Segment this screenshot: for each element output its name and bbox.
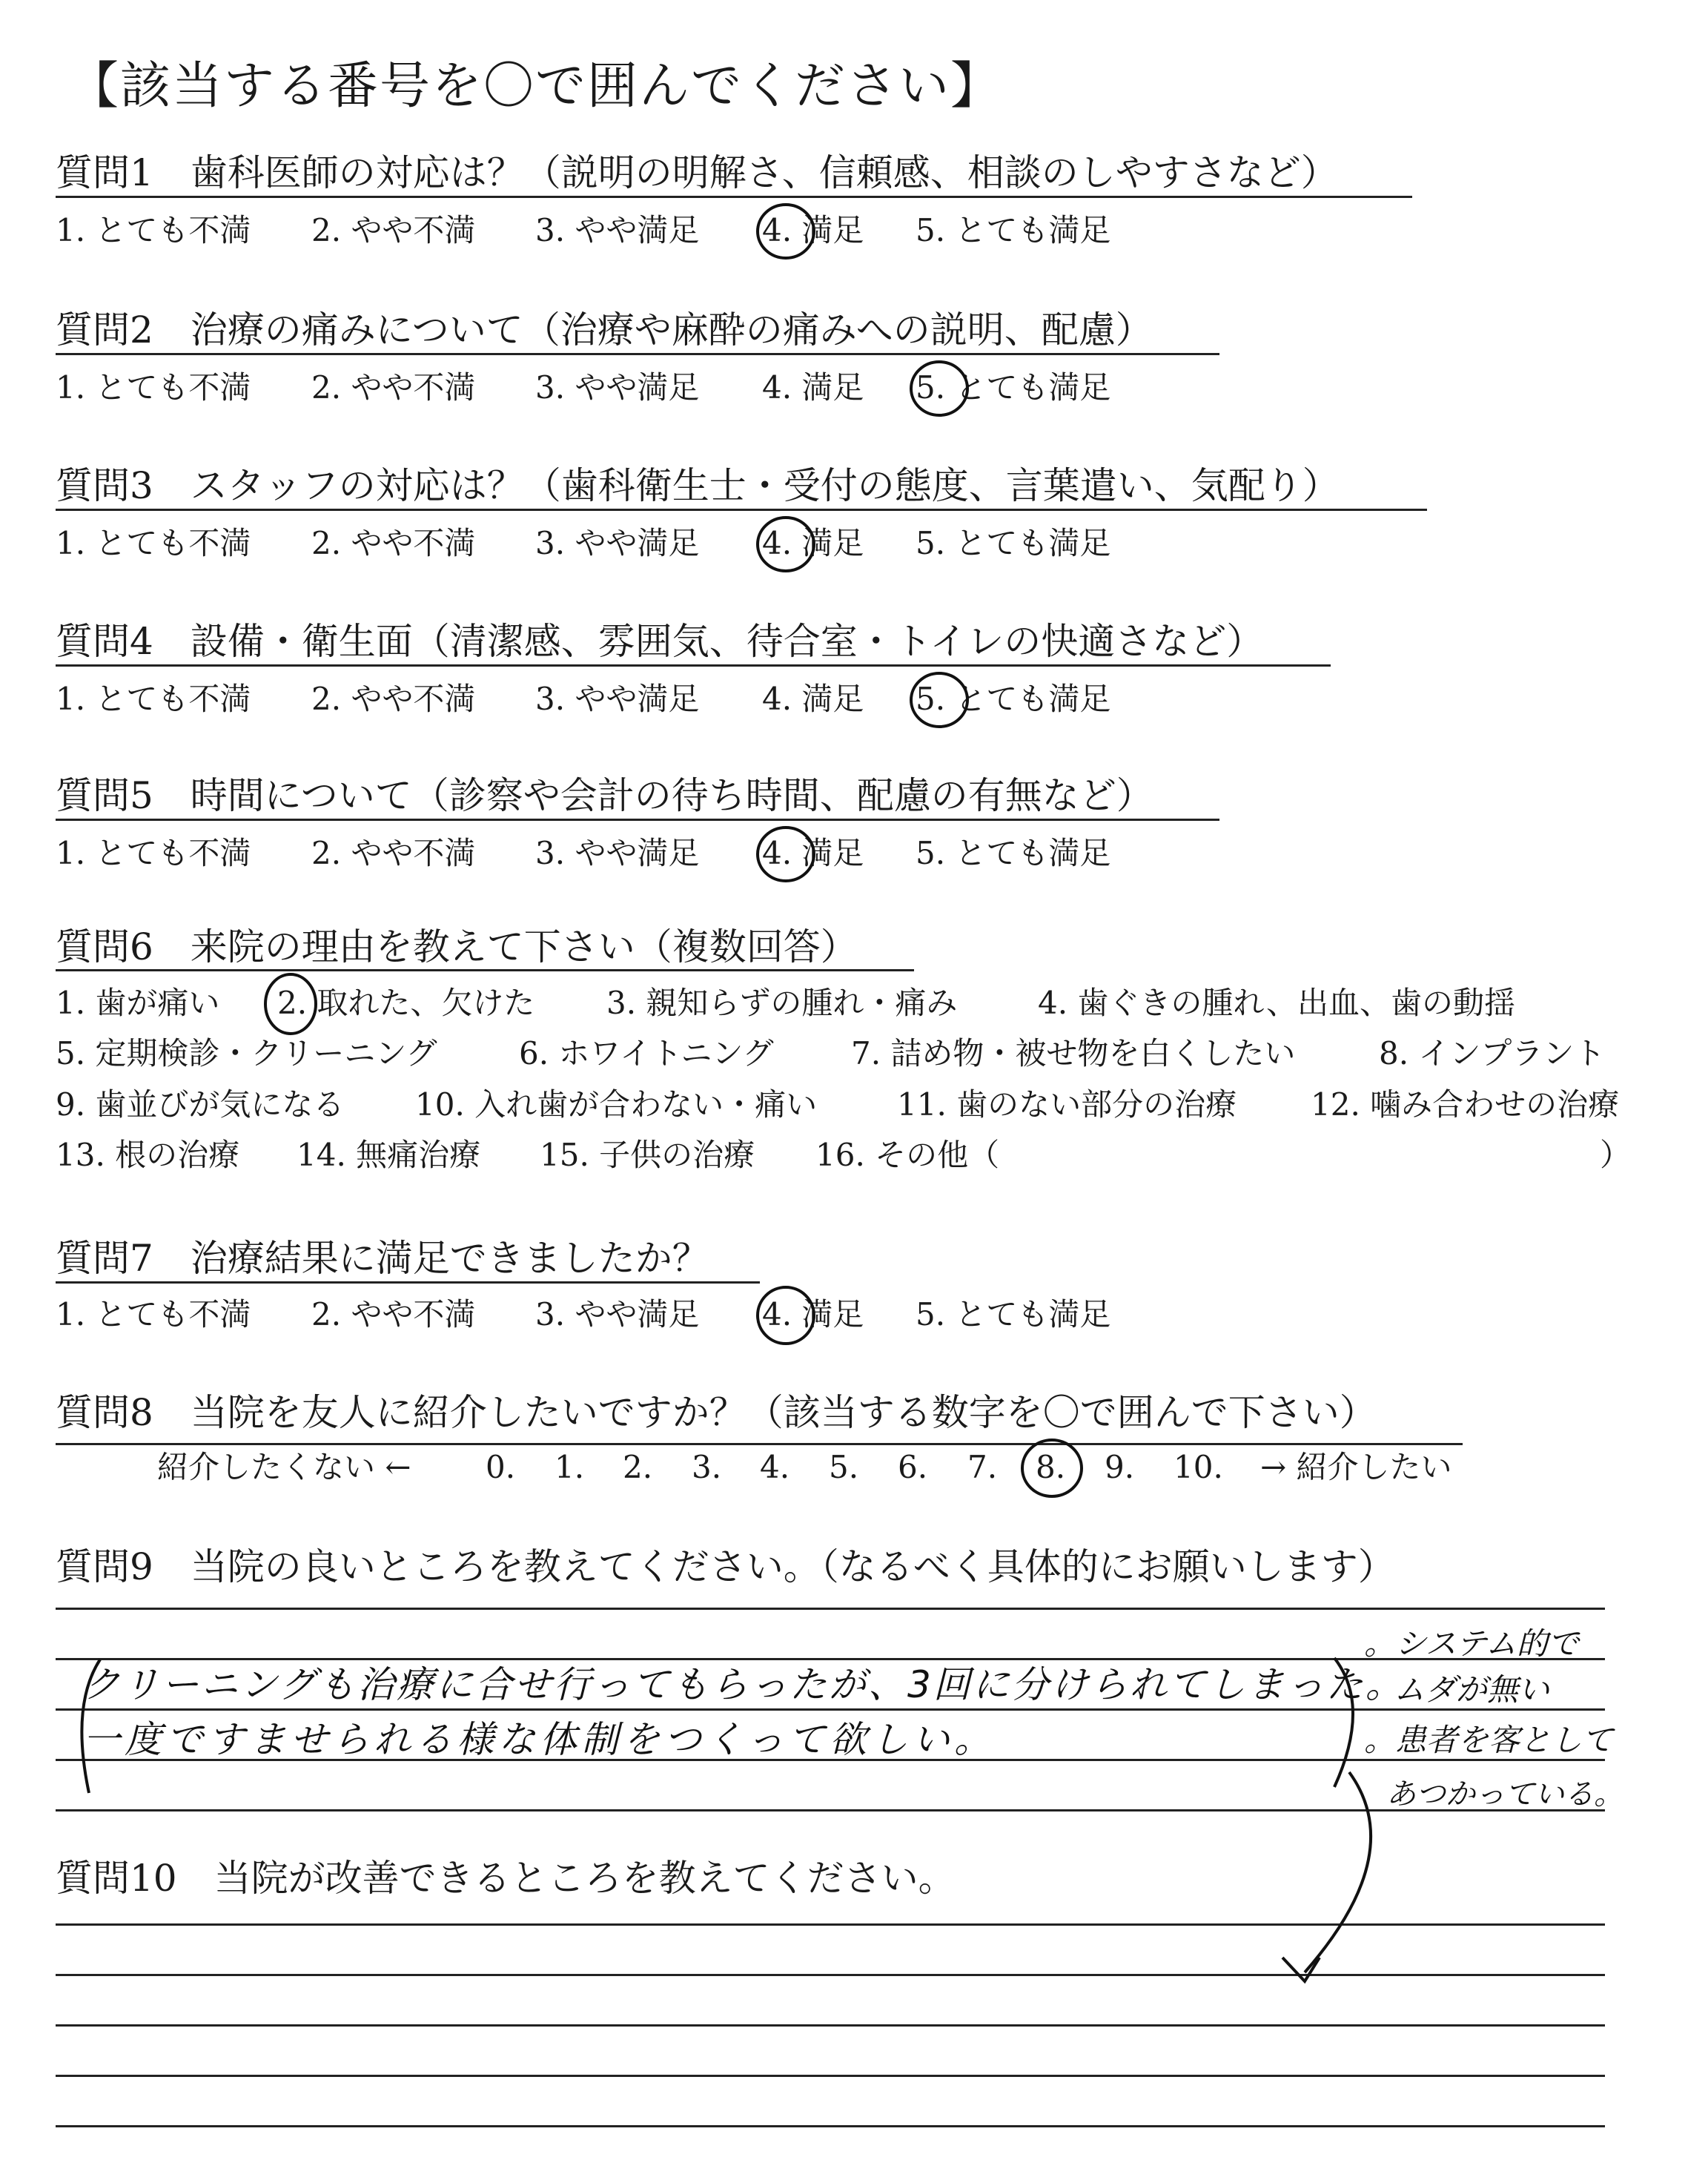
q7-option-4[interactable]: 4. 満足 (762, 1296, 864, 1332)
question-5-label: 質問5 時間について（診察や会計の待ち時間、配慮の有無など） (56, 774, 1153, 817)
q8-option-3[interactable]: 3. (692, 1449, 722, 1485)
q8-option-5[interactable]: 5. (829, 1449, 859, 1485)
q9-handwritten-side-note-1: 。システム的で (1364, 1625, 1579, 1662)
q5-option-2[interactable]: 2. やや不満 (311, 835, 476, 871)
answer-line (56, 2125, 1605, 2127)
question-1-label: 質問1 歯科医師の対応は？（説明の明解さ、信頼感、相談のしやすさなど） (56, 151, 1338, 194)
q8-option-8[interactable]: 8. (1036, 1449, 1066, 1485)
q6-option[interactable]: 12. 噛み合わせの治療 (1311, 1086, 1620, 1123)
q9-handwritten-side-note-2: ムダが無い (1394, 1671, 1550, 1708)
q1-option-1[interactable]: 1. とても不満 (56, 212, 251, 248)
q3-option-5[interactable]: 5. とても満足 (916, 525, 1111, 561)
question-2-label: 質問2 治療の痛みについて（治療や麻酔の痛みへの説明、配慮） (56, 308, 1153, 351)
q8-option-1[interactable]: 1. (555, 1449, 585, 1485)
q8-option-9[interactable]: 9. (1105, 1449, 1135, 1485)
question-8-underline (56, 1443, 1463, 1445)
q6-option[interactable]: 1. 歯が痛い (56, 985, 220, 1021)
q6-option[interactable]: 8. インプラント (1379, 1035, 1606, 1071)
q2-option-4[interactable]: 4. 満足 (762, 369, 864, 406)
question-3-underline (56, 509, 1427, 511)
q6-option[interactable]: 9. 歯並びが気になる (56, 1086, 345, 1123)
q8-option-4[interactable]: 4. (760, 1449, 790, 1485)
q1-option-4[interactable]: 4. 満足 (762, 212, 864, 248)
q6-option[interactable]: 6. ホワイトニング (519, 1035, 774, 1071)
q4-option-4[interactable]: 4. 満足 (762, 681, 864, 717)
answer-line (56, 2024, 1605, 2027)
answer-line (56, 1923, 1605, 1926)
arrow-head-icon (1282, 1958, 1320, 1981)
q4-option-2[interactable]: 2. やや不満 (311, 681, 476, 717)
q6-option[interactable]: 11. 歯のない部分の治療 (897, 1086, 1237, 1123)
q5-option-4[interactable]: 4. 満足 (762, 835, 864, 871)
answer-line (56, 1608, 1605, 1610)
q6-option[interactable]: 4. 歯ぐきの腫れ、出血、歯の動揺 (1038, 985, 1515, 1021)
q9-handwritten-answer-line2: 一度ですませられる様な体制をつくって欲しい。 (83, 1718, 996, 1761)
q8-option-2[interactable]: 2. (623, 1449, 653, 1485)
q9-handwritten-side-note-3: 。患者を客として (1364, 1722, 1614, 1758)
q8-right-label: → 紹介したい (1260, 1449, 1452, 1485)
question-1-underline (56, 196, 1412, 198)
q5-option-5[interactable]: 5. とても満足 (916, 835, 1111, 871)
question-6-underline (56, 969, 914, 971)
q6-option[interactable]: 5. 定期検診・クリーニング (56, 1035, 437, 1071)
q1-option-2[interactable]: 2. やや不満 (311, 212, 476, 248)
q9-handwritten-answer-line1: クリーニングも治療に合せ行ってもらったが、3回に分けられてしまった。 (83, 1663, 1405, 1706)
q4-option-1[interactable]: 1. とても不満 (56, 681, 251, 717)
answer-line (56, 1809, 1605, 1811)
q3-option-2[interactable]: 2. やや不満 (311, 525, 476, 561)
q8-left-label: 紹介したくない ← (157, 1449, 411, 1485)
q4-option-3[interactable]: 3. やや満足 (535, 681, 700, 717)
question-2-underline (56, 353, 1219, 355)
question-7-underline (56, 1281, 760, 1284)
question-4-label: 質問4 設備・衛生面（清潔感、雰囲気、待合室・トイレの快適さなど） (56, 620, 1264, 663)
q6-option[interactable]: 15. 子供の治療 (540, 1137, 755, 1173)
question-9-label: 質問9 当院の良いところを教えてください。（なるべく具体的にお願いします） (56, 1545, 1395, 1588)
arrow-stroke-icon (1305, 1772, 1371, 1972)
q6-option[interactable]: 10. 入れ歯が合わない・痛い (415, 1086, 818, 1123)
answer-line (56, 2075, 1605, 2077)
q7-option-5[interactable]: 5. とても満足 (916, 1296, 1111, 1332)
q8-option-7[interactable]: 7. (967, 1449, 998, 1485)
q2-option-1[interactable]: 1. とても不満 (56, 369, 251, 406)
q5-option-1[interactable]: 1. とても不満 (56, 835, 251, 871)
q6-option[interactable]: 7. 詰め物・被せ物を白くしたい (851, 1035, 1296, 1071)
q4-option-5[interactable]: 5. とても満足 (916, 681, 1111, 717)
question-6-label: 質問6 来院の理由を教えて下さい（複数回答） (56, 925, 858, 968)
q1-option-5[interactable]: 5. とても満足 (916, 212, 1111, 248)
q8-option-0[interactable]: 0. (486, 1449, 516, 1485)
page-title: 【該当する番号を〇で囲んでください】 (68, 57, 1003, 116)
q3-option-3[interactable]: 3. やや満足 (535, 525, 700, 561)
answer-line (56, 1974, 1605, 1976)
q2-option-2[interactable]: 2. やや不満 (311, 369, 476, 406)
q5-option-3[interactable]: 3. やや満足 (535, 835, 700, 871)
question-7-label: 質問7 治療結果に満足できましたか？ (56, 1237, 709, 1280)
q7-option-1[interactable]: 1. とても不満 (56, 1296, 251, 1332)
q6-option-other[interactable]: 16. その他（ (815, 1137, 1000, 1173)
q2-option-3[interactable]: 3. やや満足 (535, 369, 700, 406)
question-5-underline (56, 819, 1219, 821)
q6-option[interactable]: 14. 無痛治療 (297, 1137, 481, 1173)
question-10-label: 質問10 当院が改善できるところを教えてください。 (56, 1857, 956, 1900)
q6-option[interactable]: 2. 取れた、欠けた (277, 985, 535, 1021)
q7-option-2[interactable]: 2. やや不満 (311, 1296, 476, 1332)
question-8-label: 質問8 当院を友人に紹介したいですか？（該当する数字を〇で囲んで下さい） (56, 1391, 1377, 1434)
q2-option-5[interactable]: 5. とても満足 (916, 369, 1111, 406)
q6-option-other-close: ） (1600, 1137, 1632, 1173)
q8-option-6[interactable]: 6. (898, 1449, 928, 1485)
question-4-underline (56, 664, 1331, 667)
q3-option-4[interactable]: 4. 満足 (762, 525, 864, 561)
q7-option-3[interactable]: 3. やや満足 (535, 1296, 700, 1332)
q9-handwritten-side-note-4: あつかっている。 (1386, 1777, 1623, 1811)
question-3-label: 質問3 スタッフの対応は？（歯科衛生士・受付の態度、言葉遣い、気配り） (56, 464, 1340, 507)
q1-option-3[interactable]: 3. やや満足 (535, 212, 700, 248)
q6-option[interactable]: 13. 根の治療 (56, 1137, 240, 1173)
q6-option[interactable]: 3. 親知らずの腫れ・痛み (606, 985, 958, 1021)
q8-option-10[interactable]: 10. (1174, 1449, 1223, 1485)
q3-option-1[interactable]: 1. とても不満 (56, 525, 251, 561)
